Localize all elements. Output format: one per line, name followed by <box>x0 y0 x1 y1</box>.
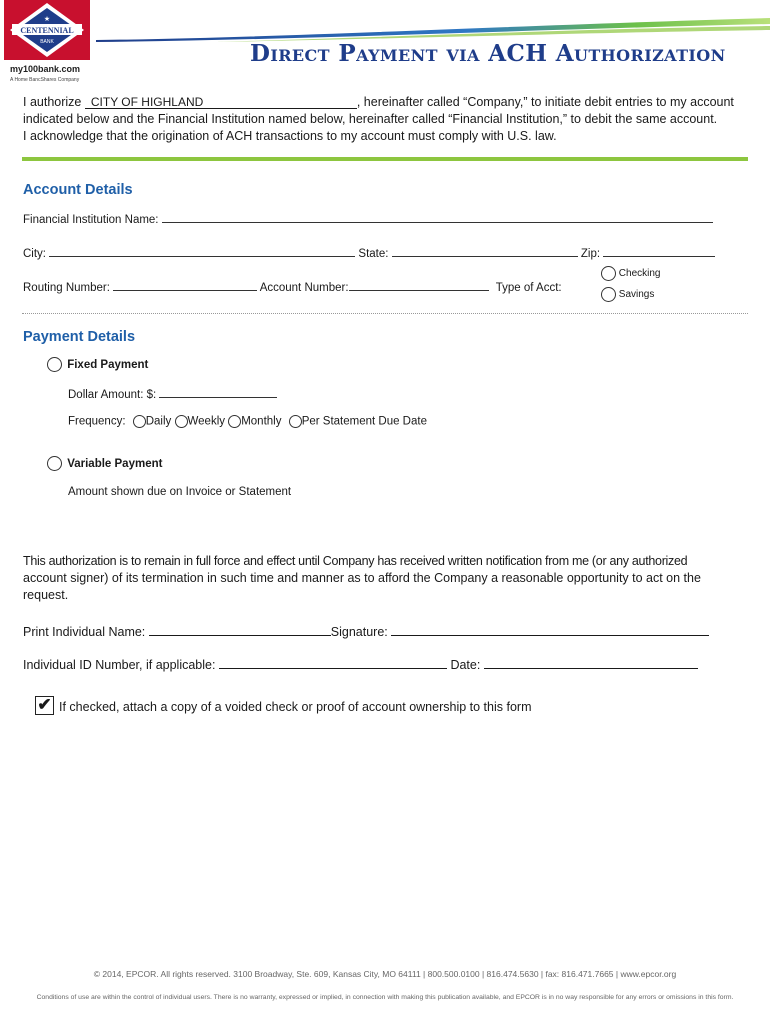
fixed-payment-option[interactable] <box>47 357 148 372</box>
footer-disclaimer: Conditions of use are within the control of individual users. There is no warranty, expressed or implied, in connection with making this publication available, and EPCOR is in no way responsible for any errors or omissions in this form. <box>36 994 734 1001</box>
institution-row <box>23 212 713 226</box>
terms-line1: This authorization is to remain in full force and effect until Company has received written notification from me (or any authorized <box>23 554 688 568</box>
institution-label: Financial Institution Name: <box>23 214 159 226</box>
dollar-amount-row <box>68 387 277 401</box>
savings-label: Savings <box>618 289 655 301</box>
payment-details-heading: Payment Details <box>23 329 136 345</box>
savings-option[interactable] <box>601 287 654 302</box>
frequency-label: Frequency: <box>68 415 126 428</box>
variable-payment-label: Variable Payment <box>67 457 163 470</box>
per-statement-radio[interactable] <box>289 415 302 428</box>
routing-label: Routing Number: <box>23 282 110 294</box>
variable-payment-radio[interactable] <box>47 456 62 471</box>
svg-text:★: ★ <box>43 15 51 23</box>
monthly-radio[interactable] <box>228 415 241 428</box>
dollar-amount-label: Dollar Amount: $: <box>68 389 157 401</box>
city-label: City: <box>23 248 46 260</box>
daily-radio[interactable] <box>133 415 146 428</box>
routing-input[interactable] <box>113 280 257 291</box>
print-name-input[interactable] <box>149 621 331 636</box>
signature-label: Signature: <box>330 625 388 639</box>
account-type-label: Type of Acct: <box>495 282 562 294</box>
account-details-heading: Account Details <box>23 182 133 198</box>
authorization-line3: I acknowledge that the origination of ACH transactions to my account must comply with U.S. law. <box>23 129 557 143</box>
account-number-input[interactable] <box>349 280 489 291</box>
terms-line3: request. <box>23 588 69 602</box>
monthly-label: Monthly <box>241 415 282 428</box>
zip-input[interactable] <box>603 246 715 257</box>
checking-radio[interactable] <box>601 266 616 281</box>
company-field[interactable] <box>85 94 357 109</box>
bank-tagline: A Home BancShares Company <box>10 77 80 83</box>
attachment-text: If checked, attach a copy of a voided check or proof of account ownership to this form <box>59 700 532 714</box>
city-input[interactable] <box>49 246 355 257</box>
date-label: Date: <box>450 658 481 672</box>
authorization-line1 <box>23 94 734 111</box>
authorize-line1-suffix: , hereinafter called “Company,” to initiate debit entries to my account <box>356 95 734 109</box>
header-banner <box>96 16 770 42</box>
account-number-label: Account Number: <box>259 282 349 294</box>
fixed-payment-label: Fixed Payment <box>67 358 149 371</box>
bank-website: my100bank.com <box>10 64 81 74</box>
variable-payment-option[interactable] <box>47 456 162 471</box>
date-input[interactable] <box>484 654 698 669</box>
state-input[interactable] <box>392 246 578 257</box>
company-value: CITY OF HIGHLAND <box>90 95 204 109</box>
id-number-label: Individual ID Number, if applicable: <box>23 658 216 672</box>
weekly-radio[interactable] <box>175 415 188 428</box>
savings-radio[interactable] <box>601 287 616 302</box>
footer-copyright: © 2014, EPCOR. All rights reserved. 3100 Broadway, Ste. 609, Kansas City, MO 64111 | 800.500.0100 | 816.474.5630 | fax: 816.471.7665 | www.epcor.org <box>93 969 677 979</box>
state-label: State: <box>358 248 389 260</box>
attachment-checkbox[interactable]: ✔ <box>35 696 54 715</box>
print-name-label: Print Individual Name: <box>23 625 146 639</box>
id-number-input[interactable] <box>219 654 447 669</box>
variable-note: Amount shown due on Invoice or Statement <box>68 486 292 498</box>
section-divider <box>22 157 748 161</box>
bank-logo <box>4 0 90 60</box>
signature-input[interactable] <box>391 621 709 636</box>
page-title: Direct Payment via ACH Authorization <box>250 40 726 67</box>
authorization-line2: indicated below and the Financial Institution named below, hereinafter called “Financial Institution,” to debit the same account. <box>23 112 718 126</box>
authorize-prefix: I authorize <box>23 95 82 109</box>
terms-line2: account signer) of its termination in such time and manner as to afford the Company a reasonable opportunity to act on the <box>23 571 701 585</box>
routing-row <box>23 280 562 294</box>
fixed-payment-radio[interactable] <box>47 357 62 372</box>
institution-input[interactable] <box>162 212 713 223</box>
city-row <box>23 246 715 260</box>
dollar-amount-input[interactable] <box>159 387 277 398</box>
print-name-row <box>23 621 709 641</box>
daily-label: Daily <box>145 415 172 428</box>
dotted-divider <box>22 313 748 314</box>
logo-text: CENTENNIAL <box>20 26 74 35</box>
logo-subtext: BANK <box>40 39 54 45</box>
weekly-label: Weekly <box>187 415 225 428</box>
checking-option[interactable] <box>601 266 660 281</box>
zip-label: Zip: <box>580 248 601 260</box>
frequency-row <box>68 415 427 428</box>
per-statement-label: Per Statement Due Date <box>301 415 427 428</box>
id-number-row <box>23 654 698 674</box>
checking-label: Checking <box>618 268 661 280</box>
